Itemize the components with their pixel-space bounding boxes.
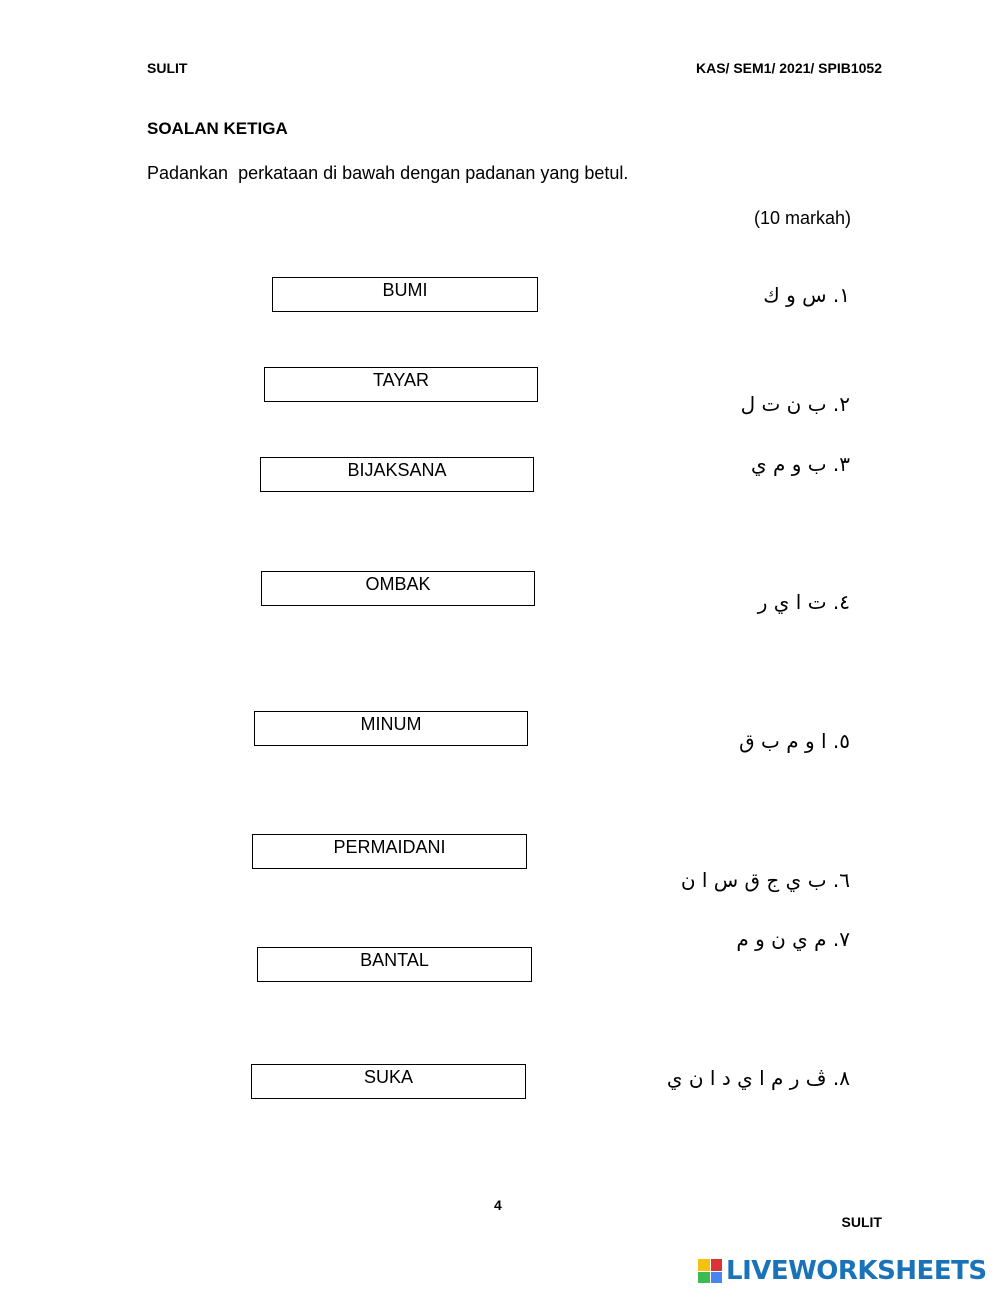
jawi-item-2: ٢. ب ن ت ل bbox=[740, 392, 850, 416]
brand-name: LIVEWORKSHEETS bbox=[726, 1256, 987, 1286]
jawi-item-1: ١. س و ك bbox=[763, 283, 850, 307]
page-number: 4 bbox=[494, 1197, 502, 1213]
jawi-item-3: ٣. ب و م ي bbox=[750, 452, 850, 476]
jawi-item-6: ٦. ب ي ج ق س ا ن bbox=[680, 868, 850, 892]
liveworksheets-logo bbox=[698, 1256, 987, 1286]
liveworksheets-icon bbox=[698, 1259, 722, 1283]
word-box-suka[interactable]: SUKA bbox=[251, 1064, 526, 1099]
jawi-item-7: ٧. م ي ن و م bbox=[736, 927, 850, 951]
word-box-bijaksana[interactable]: BIJAKSANA bbox=[260, 457, 534, 492]
jawi-item-4: ٤. ت ا ي ر bbox=[757, 590, 850, 614]
jawi-item-5: ٥. ا و م ب ق bbox=[739, 729, 850, 753]
word-box-bumi[interactable]: BUMI bbox=[272, 277, 538, 312]
header-left: SULIT bbox=[147, 60, 188, 76]
word-box-tayar[interactable]: TAYAR bbox=[264, 367, 538, 402]
word-box-permaidani[interactable]: PERMAIDANI bbox=[252, 834, 527, 869]
marks-label: (10 markah) bbox=[753, 208, 851, 228]
footer-label: SULIT bbox=[841, 1214, 882, 1230]
header-right: KAS/ SEM1/ 2021/ SPIB1052 bbox=[696, 60, 882, 76]
word-box-ombak[interactable]: OMBAK bbox=[261, 571, 535, 606]
section-title: SOALAN KETIGA bbox=[147, 119, 288, 138]
word-box-bantal[interactable]: BANTAL bbox=[257, 947, 532, 982]
word-box-minum[interactable]: MINUM bbox=[254, 711, 528, 746]
jawi-item-8: ٨. ڤ ر م ا ي د ا ن ي bbox=[666, 1066, 850, 1090]
instruction-text: Padankan perkataan di bawah dengan padanan yang betul. bbox=[147, 163, 629, 183]
